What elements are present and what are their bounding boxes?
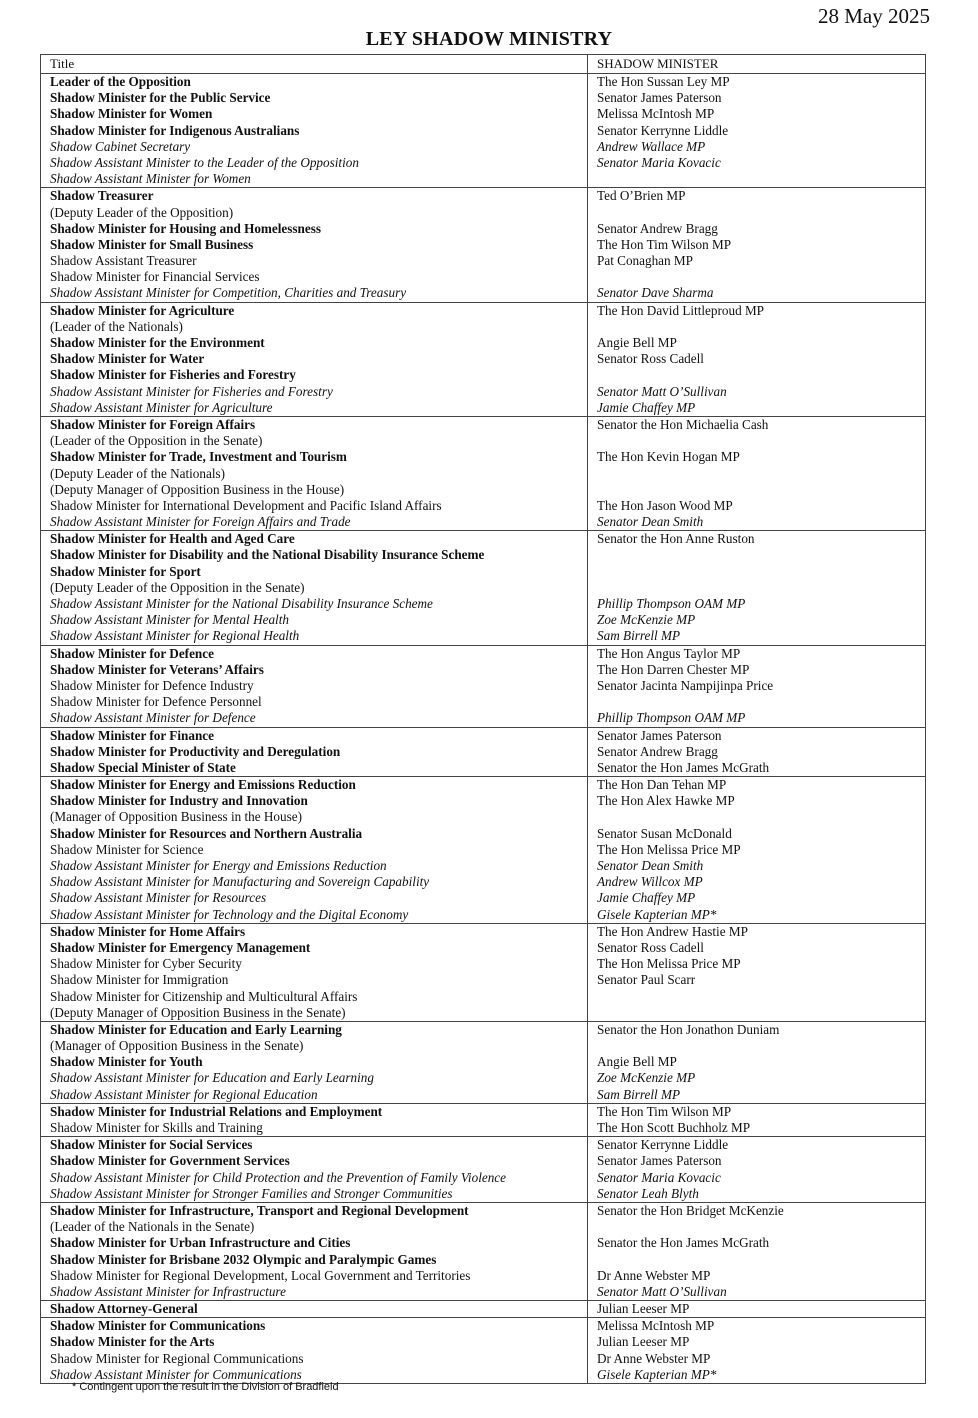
table-row <box>41 907 925 923</box>
minister-name <box>588 547 925 563</box>
minister-name <box>588 205 925 221</box>
role-title: Shadow Minister for Industry and Innovation <box>41 793 588 809</box>
table-row <box>41 1005 925 1021</box>
role-title: Shadow Minister for Government Services <box>41 1153 588 1169</box>
table-row <box>41 564 925 580</box>
table-row <box>41 694 925 710</box>
role-title: Shadow Minister for Agriculture <box>41 303 588 319</box>
minister-name: The Hon David Littleproud MP <box>597 302 765 318</box>
portfolio-group <box>41 1104 925 1137</box>
table-row <box>41 171 925 187</box>
role-title: Shadow Minister for Industrial Relations and Employment <box>41 1104 588 1120</box>
table-row <box>41 237 925 253</box>
minister-name: Gisele Kapterian MP* <box>597 1366 717 1382</box>
portfolio-group <box>41 531 925 645</box>
minister-name: Senator the Hon Bridget McKenzie <box>597 1202 784 1218</box>
minister-name <box>588 482 925 498</box>
minister-name <box>588 433 925 449</box>
role-title: Shadow Minister for Housing and Homelessness <box>41 221 588 237</box>
minister-name: Senator James Paterson <box>597 1153 722 1169</box>
minister-name: Senator Dean Smith <box>597 858 704 873</box>
role-title: Shadow Minister for Brisbane 2032 Olympic and Paralympic Games <box>41 1252 588 1268</box>
table-row <box>41 972 925 988</box>
minister-name <box>588 564 925 580</box>
role-title: Shadow Assistant Minister for Competition, Charities and Treasury <box>41 285 588 301</box>
table-row <box>41 1301 925 1317</box>
table-row <box>41 1054 925 1070</box>
table-row <box>41 646 925 662</box>
role-title: Shadow Assistant Minister for Infrastructure <box>41 1284 588 1300</box>
role-title: Shadow Minister for Regional Development, Local Government and Territories <box>41 1268 588 1284</box>
role-title: Shadow Minister for Energy and Emissions Reduction <box>41 777 588 793</box>
role-title: Shadow Minister for Immigration <box>41 972 588 988</box>
minister-name <box>588 580 925 596</box>
role-title: Shadow Minister for Cyber Security <box>41 956 588 972</box>
minister-name: Senator Ross Cadell <box>597 351 704 367</box>
table-row <box>41 612 925 628</box>
minister-name: Andrew Wallace MP <box>597 138 706 154</box>
role-title: Shadow Minister for Sport <box>41 564 588 580</box>
minister-name: Gisele Kapterian MP* <box>597 906 717 922</box>
minister-name: The Hon Tim Wilson MP <box>597 236 732 252</box>
minister-name: Phillip Thompson OAM MP <box>597 710 746 726</box>
table-row <box>41 188 925 204</box>
minister-name: The Hon Angus Taylor MP <box>597 645 741 661</box>
table-row <box>41 155 925 171</box>
table-row <box>41 728 925 744</box>
minister-name: Zoe McKenzie MP <box>597 612 696 628</box>
ministry-table <box>40 54 926 1384</box>
table-row <box>41 662 925 678</box>
minister-name: Senator Paul Scarr <box>597 972 696 988</box>
minister-name: The Hon Darren Chester MP <box>597 661 750 677</box>
minister-name: The Hon Andrew Hastie MP <box>597 923 748 939</box>
table-row <box>41 874 925 890</box>
table-row <box>41 547 925 563</box>
table-row <box>41 924 925 940</box>
page-title: LEY SHADOW MINISTRY <box>365 28 613 50</box>
minister-name: Dr Anne Webster MP <box>597 1350 711 1366</box>
minister-name: Jamie Chaffey MP <box>597 399 696 415</box>
table-row <box>41 744 925 760</box>
minister-name: Senator Matt O’Sullivan <box>597 1283 727 1299</box>
table-row <box>41 351 925 367</box>
role-title: Shadow Assistant Minister for Technology and the Digital Economy <box>41 907 588 923</box>
role-title: Shadow Assistant Minister for Resources <box>41 890 588 906</box>
role-title: Shadow Assistant Minister for Mental Health <box>41 612 588 628</box>
role-title: Shadow Minister for Skills and Training <box>41 1120 588 1136</box>
table-row <box>41 940 925 956</box>
minister-name <box>588 367 925 383</box>
portfolio-group <box>41 1203 925 1301</box>
table-row <box>41 253 925 269</box>
table-row <box>41 466 925 482</box>
minister-name: Senator Dean Smith <box>597 514 704 530</box>
table-row <box>41 433 925 449</box>
role-title: Shadow Minister for Defence Personnel <box>41 694 588 710</box>
role-title: (Manager of Opposition Business in the House) <box>41 809 588 825</box>
header-title: Title <box>41 55 588 73</box>
role-title: Shadow Assistant Treasurer <box>41 253 588 269</box>
role-title: (Manager of Opposition Business in the Senate) <box>41 1038 588 1054</box>
role-title: Shadow Minister for Science <box>41 842 588 858</box>
minister-name: Senator James Paterson <box>597 90 722 106</box>
portfolio-group <box>41 188 925 302</box>
role-title: (Deputy Leader of the Nationals) <box>41 466 588 482</box>
table-row <box>41 269 925 285</box>
minister-name <box>588 989 925 1005</box>
role-title: (Deputy Manager of Opposition Business in the House) <box>41 482 588 498</box>
table-row <box>41 1087 925 1103</box>
role-title: Shadow Minister for Productivity and Deregulation <box>41 744 588 760</box>
role-title: Shadow Assistant Minister for Regional Health <box>41 628 588 644</box>
table-row <box>41 1203 925 1219</box>
minister-name <box>588 269 925 285</box>
role-title: (Deputy Manager of Opposition Business in the Senate) <box>41 1005 588 1021</box>
table-row <box>41 1104 925 1120</box>
role-title: (Deputy Leader of the Opposition in the Senate) <box>41 580 588 596</box>
role-title: Shadow Treasurer <box>41 188 588 204</box>
role-title: Shadow Minister for International Development and Pacific Island Affairs <box>41 498 588 514</box>
minister-name <box>588 809 925 825</box>
table-row <box>41 285 925 301</box>
table-row <box>41 580 925 596</box>
minister-name: The Hon Jason Wood MP <box>597 497 733 513</box>
role-title: Shadow Special Minister of State <box>41 760 588 776</box>
minister-name: Senator Maria Kovacic <box>597 1169 721 1185</box>
role-title: Shadow Minister for Defence Industry <box>41 678 588 694</box>
minister-name: Senator James Paterson <box>597 727 722 743</box>
portfolio-group <box>41 74 925 188</box>
role-title: Shadow Assistant Minister for Communications <box>41 1367 588 1383</box>
minister-name: Senator the Hon Jonathon Duniam <box>597 1021 780 1037</box>
portfolio-group <box>41 417 925 531</box>
role-title: Shadow Minister for Financial Services <box>41 269 588 285</box>
table-row <box>41 221 925 237</box>
role-title: Shadow Minister for Water <box>41 351 588 367</box>
minister-name: Senator the Hon Michaelia Cash <box>597 416 769 432</box>
portfolio-group <box>41 1137 925 1203</box>
role-title: Shadow Minister for Trade, Investment and Tourism <box>41 449 588 465</box>
table-row <box>41 482 925 498</box>
portfolio-group <box>41 1318 925 1383</box>
minister-name: Julian Leeser MP <box>597 1301 690 1317</box>
portfolio-group <box>41 728 925 778</box>
table-row <box>41 205 925 221</box>
table-row <box>41 1186 925 1202</box>
role-title: (Leader of the Opposition in the Senate) <box>41 433 588 449</box>
table-row <box>41 1351 925 1367</box>
table-row <box>41 760 925 776</box>
role-title: Shadow Assistant Minister for Foreign Affairs and Trade <box>41 514 588 530</box>
role-title: Shadow Assistant Minister to the Leader of the Opposition <box>41 155 588 171</box>
minister-name <box>588 1252 925 1268</box>
table-header <box>41 55 925 74</box>
table-row <box>41 826 925 842</box>
minister-name: Senator the Hon James McGrath <box>597 759 770 775</box>
portfolio-group <box>41 646 925 728</box>
role-title: (Deputy Leader of the Opposition) <box>41 205 588 221</box>
role-title: Shadow Attorney-General <box>41 1301 588 1317</box>
minister-name: The Hon Kevin Hogan MP <box>597 449 740 465</box>
minister-name: Pat Conaghan MP <box>597 253 693 269</box>
minister-name: Senator the Hon James McGrath <box>597 1235 770 1251</box>
role-title: Shadow Assistant Minister for Defence <box>41 710 588 726</box>
role-title: Shadow Minister for Finance <box>41 728 588 744</box>
table-row <box>41 90 925 106</box>
minister-name: Julian Leeser MP <box>597 1334 690 1350</box>
role-title: Shadow Minister for Home Affairs <box>41 924 588 940</box>
table-row <box>41 1284 925 1300</box>
table-row <box>41 1334 925 1350</box>
portfolio-group <box>41 777 925 924</box>
role-title: Shadow Assistant Minister for Regional Education <box>41 1087 588 1103</box>
role-title: (Leader of the Nationals in the Senate) <box>41 1219 588 1235</box>
table-row <box>41 678 925 694</box>
minister-name <box>588 466 925 482</box>
table-row <box>41 596 925 612</box>
table-row <box>41 1235 925 1251</box>
minister-name <box>588 1005 925 1021</box>
minister-name: The Hon Melissa Price MP <box>597 956 741 972</box>
table-row <box>41 710 925 726</box>
table-row <box>41 1120 925 1136</box>
table-row <box>41 1318 925 1334</box>
role-title: Shadow Assistant Minister for the National Disability Insurance Scheme <box>41 596 588 612</box>
role-title: Shadow Minister for Fisheries and Forestry <box>41 367 588 383</box>
minister-name: The Hon Tim Wilson MP <box>597 1103 732 1119</box>
table-row <box>41 890 925 906</box>
table-row <box>41 842 925 858</box>
role-title: Shadow Assistant Minister for Manufacturing and Sovereign Capability <box>41 874 588 890</box>
minister-name: The Hon Sussan Ley MP <box>597 74 730 89</box>
role-title: Shadow Minister for Defence <box>41 646 588 662</box>
minister-name: Zoe McKenzie MP <box>597 1070 696 1086</box>
header-minister: SHADOW MINISTER <box>597 56 719 71</box>
role-title: Shadow Minister for Urban Infrastructure and Cities <box>41 1235 588 1251</box>
portfolio-group <box>41 303 925 417</box>
role-title: Shadow Assistant Minister for Energy and Emissions Reduction <box>41 858 588 874</box>
role-title: Shadow Cabinet Secretary <box>41 139 588 155</box>
table-row <box>41 1022 925 1038</box>
portfolio-group <box>41 1301 925 1318</box>
table-row <box>41 989 925 1005</box>
role-title: Shadow Minister for Social Services <box>41 1137 588 1153</box>
role-title: Shadow Minister for the Arts <box>41 1334 588 1350</box>
table-row <box>41 531 925 547</box>
role-title: Shadow Assistant Minister for Agriculture <box>41 400 588 416</box>
minister-name: Dr Anne Webster MP <box>597 1267 711 1283</box>
table-row <box>41 400 925 416</box>
minister-name: The Hon Scott Buchholz MP <box>597 1120 751 1135</box>
minister-name: Senator Kerrynne Liddle <box>597 122 729 138</box>
minister-name: Jamie Chaffey MP <box>597 890 696 906</box>
portfolio-group <box>41 924 925 1022</box>
table-row <box>41 106 925 122</box>
table-row <box>41 1153 925 1169</box>
minister-name: Sam Birrell MP <box>597 628 681 644</box>
table-row <box>41 1170 925 1186</box>
minister-name: Angie Bell MP <box>597 1054 677 1070</box>
table-row <box>41 1137 925 1153</box>
role-title: Shadow Assistant Minister for Fisheries and Forestry <box>41 384 588 400</box>
role-title: Shadow Minister for Disability and the National Disability Insurance Scheme <box>41 547 588 563</box>
minister-name <box>588 171 925 187</box>
role-title: Shadow Minister for Resources and Northern Australia <box>41 826 588 842</box>
role-title: Shadow Minister for Women <box>41 106 588 122</box>
role-title: Shadow Minister for Regional Communications <box>41 1351 588 1367</box>
table-row <box>41 417 925 433</box>
table-row <box>41 384 925 400</box>
minister-name <box>588 694 925 710</box>
minister-name: Sam Birrell MP <box>597 1086 681 1102</box>
minister-name: Melissa McIntosh MP <box>597 1318 715 1334</box>
minister-name: Senator Ross Cadell <box>597 939 704 955</box>
table-row <box>41 123 925 139</box>
table-row <box>41 449 925 465</box>
table-row <box>41 956 925 972</box>
table-row <box>41 777 925 793</box>
minister-name: The Hon Dan Tehan MP <box>597 777 727 793</box>
role-title: Shadow Minister for Small Business <box>41 237 588 253</box>
role-title: Shadow Minister for Foreign Affairs <box>41 417 588 433</box>
table-row <box>41 319 925 335</box>
role-title: Shadow Minister for Infrastructure, Transport and Regional Development <box>41 1203 588 1219</box>
minister-name: Senator Susan McDonald <box>597 825 732 841</box>
minister-name: Phillip Thompson OAM MP <box>597 596 746 611</box>
role-title: Leader of the Opposition <box>41 74 588 90</box>
minister-name <box>588 1038 925 1054</box>
minister-name: Senator the Hon Anne Ruston <box>597 531 755 547</box>
role-title: Shadow Minister for Veterans’ Affairs <box>41 662 588 678</box>
minister-name: The Hon Melissa Price MP <box>597 841 741 857</box>
table-row <box>41 1219 925 1235</box>
table-row <box>41 1252 925 1268</box>
minister-name <box>588 319 925 335</box>
minister-name: Senator Matt O’Sullivan <box>597 383 727 399</box>
minister-name: Senator Jacinta Nampijinpa Price <box>597 677 774 693</box>
role-title: Shadow Minister for Emergency Management <box>41 940 588 956</box>
table-body <box>41 74 925 1383</box>
role-title: Shadow Minister for Education and Early Learning <box>41 1022 588 1038</box>
minister-name: Senator Leah Blyth <box>597 1185 699 1201</box>
minister-name: Senator Andrew Bragg <box>597 743 718 759</box>
minister-name <box>588 1219 925 1235</box>
table-row <box>41 367 925 383</box>
portfolio-group <box>41 1022 925 1104</box>
table-row <box>41 498 925 514</box>
table-row <box>41 1038 925 1054</box>
role-title: Shadow Minister for Youth <box>41 1054 588 1070</box>
table-row <box>41 809 925 825</box>
role-title: (Leader of the Nationals) <box>41 319 588 335</box>
table-row <box>41 303 925 319</box>
role-title: Shadow Assistant Minister for Stronger Families and Stronger Communities <box>41 1186 588 1202</box>
minister-name: Ted O’Brien MP <box>597 188 686 204</box>
minister-name: Angie Bell MP <box>597 335 677 350</box>
role-title: Shadow Minister for Communications <box>41 1318 588 1334</box>
table-row <box>41 858 925 874</box>
table-row <box>41 1070 925 1086</box>
table-row <box>41 628 925 644</box>
footnote: * Contingent upon the result in the Division of Bradfield <box>72 1381 339 1393</box>
minister-name: Senator Andrew Bragg <box>597 220 718 236</box>
table-row <box>41 74 925 90</box>
minister-name: Senator Kerrynne Liddle <box>597 1137 729 1153</box>
role-title: Shadow Minister for the Environment <box>41 335 588 351</box>
date-label: 28 May 2025 <box>818 4 930 28</box>
minister-name: Andrew Willcox MP <box>597 874 703 890</box>
table-row <box>41 514 925 530</box>
minister-name: The Hon Alex Hawke MP <box>597 793 735 809</box>
role-title: Shadow Assistant Minister for Education and Early Learning <box>41 1070 588 1086</box>
minister-name: Melissa McIntosh MP <box>597 106 715 122</box>
table-row <box>41 139 925 155</box>
role-title: Shadow Assistant Minister for Child Protection and the Prevention of Family Violence <box>41 1170 588 1186</box>
role-title: Shadow Minister for Indigenous Australians <box>41 123 588 139</box>
minister-name: Senator Dave Sharma <box>597 285 714 301</box>
role-title: Shadow Minister for Citizenship and Multicultural Affairs <box>41 989 588 1005</box>
table-row <box>41 335 925 351</box>
role-title: Shadow Minister for Health and Aged Care <box>41 531 588 547</box>
role-title: Shadow Minister for the Public Service <box>41 90 588 106</box>
table-row <box>41 1268 925 1284</box>
minister-name: Senator Maria Kovacic <box>597 154 721 170</box>
table-row <box>41 793 925 809</box>
role-title: Shadow Assistant Minister for Women <box>41 171 588 187</box>
